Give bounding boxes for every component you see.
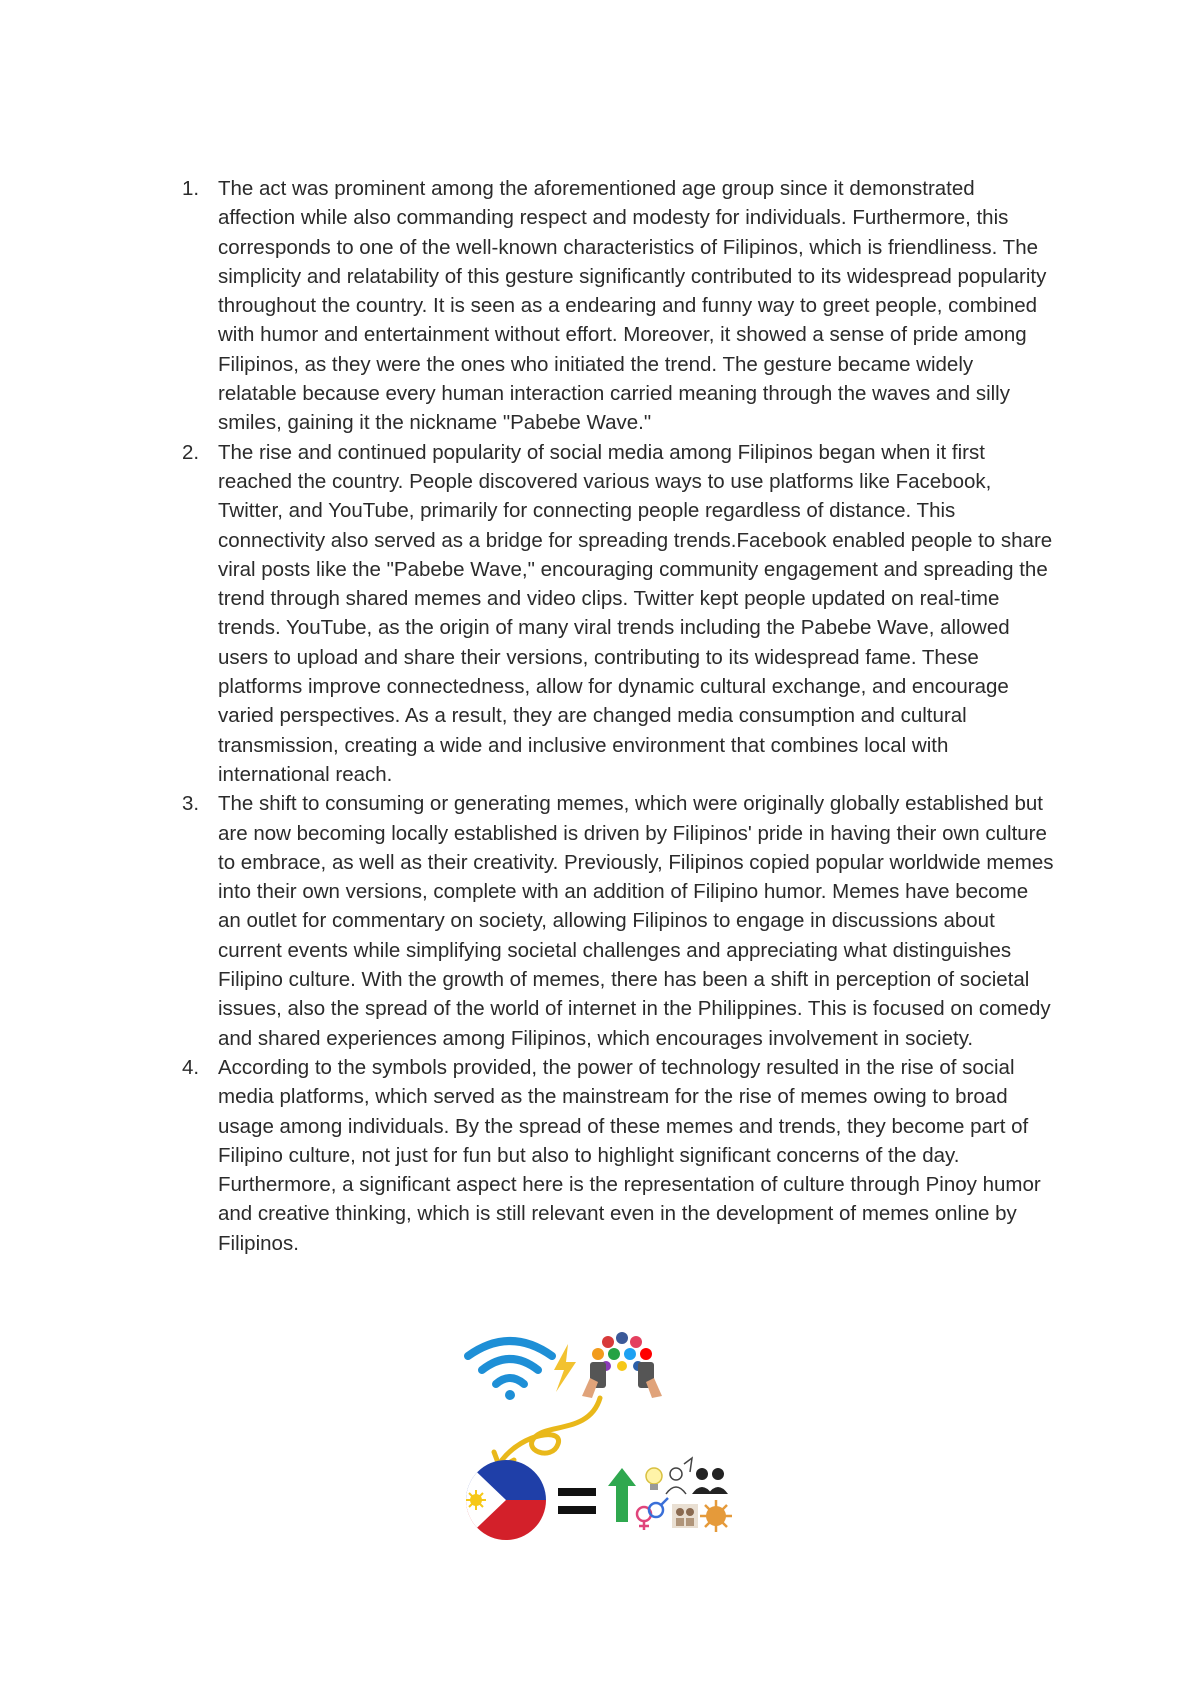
lightbulb-icon [646, 1468, 662, 1490]
list-number: 4. [182, 1055, 200, 1079]
list-item [182, 789, 1054, 1053]
answer-text: According to the symbols provided, the power of technology resulted in the rise of social media platforms, which served as the mainstream for the rise of memes owing to broad usage among individuals. By the spread of these memes and trends, they become part of Filipino culture, not just for fun but also to highlight significant concerns of the day. Furthermore, a significant aspect here is the representation of culture through Pinoy humor and creative thinking, which is still relevant even in the development of memes online by Filipinos. [218, 1055, 1041, 1255]
gender-symbol-icon [637, 1498, 668, 1530]
list-item [182, 1053, 1054, 1258]
list-item [182, 438, 1054, 790]
idea-person-icon [666, 1458, 692, 1494]
wifi-icon [468, 1341, 552, 1400]
lightning-icon [554, 1344, 576, 1392]
growth-arrow-icon [608, 1468, 636, 1522]
symbols-illustration [440, 1332, 760, 1550]
equals-icon [558, 1488, 596, 1514]
people-icon [672, 1504, 698, 1528]
answer-text: The act was prominent among the aforementioned age group since it demonstrated affection while also commanding respect and modesty for individuals. Furthermore, this corresponds to one of the well-known characteristics of Filipinos, which is friendliness. The simplicity and relatability of this gesture significantly contributed to its widespread popularity throughout the country. It is seen as a endearing and funny way to greet people, combined with humor and entertainment without effort. Moreover, it showed a sense of pride among Filipinos, as they were the ones who initiated the trend. The gesture became widely relatable because every human interaction carried meaning through the waves and silly smiles, gaining it the nickname "Pabebe Wave." [218, 177, 1047, 435]
arrow-loop-icon [494, 1398, 600, 1468]
answer-list [182, 174, 1054, 1258]
philippine-flag-icon [460, 1456, 560, 1544]
list-number: 2. [182, 440, 200, 464]
list-item [182, 174, 1054, 438]
phones-social-apps-icon [582, 1332, 662, 1398]
list-number: 1. [182, 177, 200, 200]
virus-icon [700, 1500, 732, 1532]
answer-text: The rise and continued popularity of social media among Filipinos began when it first reached the country. People discovered various ways to use platforms like Facebook, Twitter, and YouTube, primarily for connecting people regardless of distance. This connectivity also served as a bridge for spreading trends.Facebook enabled people to share viral posts like the "Pabebe Wave," encouraging community engagement and spreading the trend through shared memes and video clips. Twitter kept people updated on real-time trends. YouTube, as the origin of many viral trends including the Pabebe Wave, allowed users to upload and share their versions, contributing to its widespread fame. These platforms improve connectedness, allow for dynamic cultural exchange, and encourage varied perspectives. As a result, they are changed media consumption and cultural transmission, creating a wide and inclusive environment that combines local with international reach. [218, 440, 1053, 786]
answer-text: The shift to consuming or generating memes, which were originally globally established but are now becoming locally established is driven by Filipinos' pride in having their own culture to embrace, as well as their creativity. Previously, Filipinos copied popular worldwide memes into their own versions, complete with an addition of Filipino humor. Memes have become an outlet for commentary on society, allowing Filipinos to engage in discussions about current events while simplifying societal challenges and appreciating what distinguishes Filipino culture. With the growth of memes, there has been a shift in perception of societal issues, also the spread of the world of internet in the Philippines. This is focused on comedy and shared experiences among Filipinos, which encourages involvement in society. [218, 792, 1054, 1050]
list-number: 3. [182, 792, 200, 816]
group-icon [692, 1468, 728, 1494]
symbols-figure [440, 1332, 760, 1550]
